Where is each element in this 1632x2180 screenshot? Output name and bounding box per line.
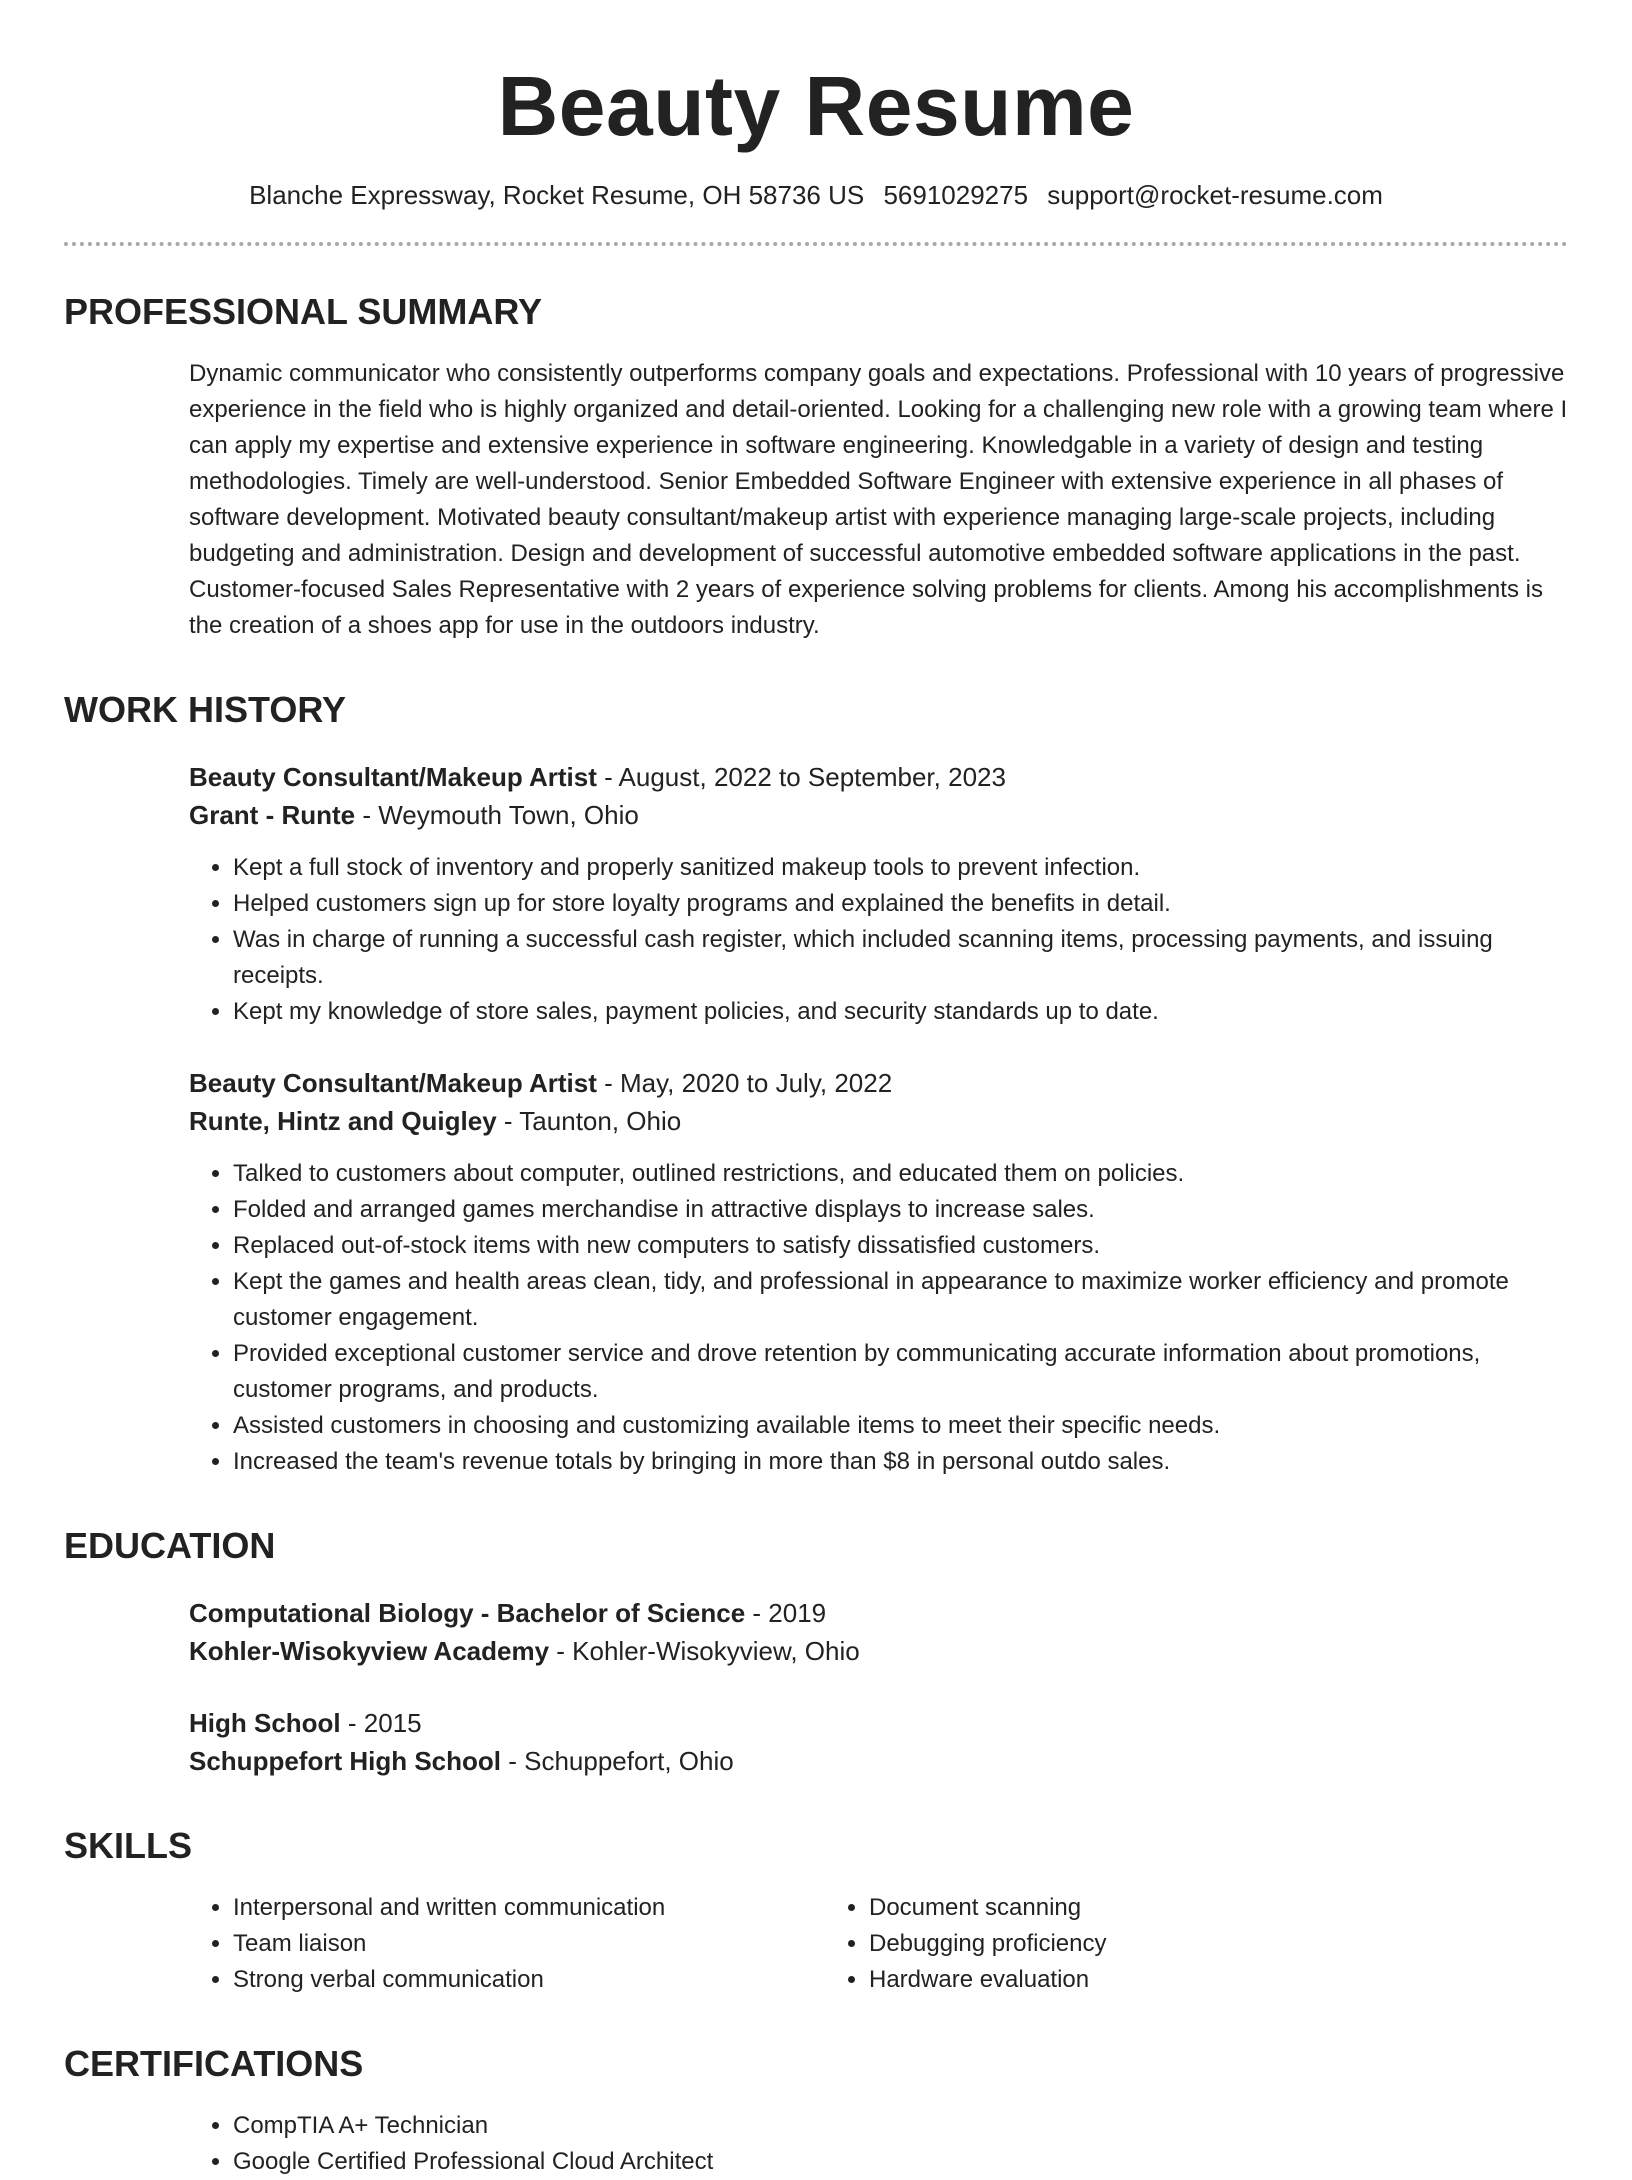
school-line (189, 1632, 1568, 1670)
list-item: • Kept the games and health areas clean, tidy, and professional in appearance to maximize worker efficiency and promote customer engagement. (233, 1264, 1568, 1336)
job-title-line (189, 1064, 1568, 1102)
job-company-line (189, 1102, 1568, 1140)
section-title-summary: PROFESSIONAL SUMMARY (64, 291, 543, 332)
list-item: • Talked to customers about computer, outlined restrictions, and educated them on policies. (233, 1156, 1568, 1192)
skill-item: • Document scanning (869, 1890, 1461, 1926)
list-item: • Folded and arranged games merchandise in attractive displays to increase sales. (233, 1192, 1568, 1228)
school-location: - Schuppefort, Ohio (501, 1746, 734, 1776)
job-company: Grant - Runte (189, 800, 356, 830)
job-company-line (189, 796, 1568, 834)
list-item: • Increased the team's revenue totals by bringing in more than $8 in personal outdo sales. (233, 1444, 1568, 1480)
skill-item: • Team liaison (233, 1926, 825, 1962)
list-item: • Kept my knowledge of store sales, payment policies, and security standards up to date. (233, 994, 1568, 1030)
job-dates: - May, 2020 to July, 2022 (596, 1068, 893, 1098)
job-location: - Taunton, Ohio (496, 1106, 682, 1136)
skills-column-left (189, 1890, 825, 1998)
job-entry (189, 1064, 1568, 1480)
job-company: Runte, Hintz and Quigley (189, 1106, 497, 1136)
skill-item: • Debugging proficiency (869, 1926, 1461, 1962)
skill-item: • Hardware evaluation (869, 1962, 1461, 1998)
resume-header (64, 0, 1568, 212)
education-entry (189, 1704, 1568, 1780)
resume-name: Beauty Resume (497, 59, 1135, 153)
work-section (64, 688, 1568, 1480)
degree-year: - 2015 (340, 1708, 422, 1738)
degree: High School (189, 1708, 341, 1738)
skill-item: • Interpersonal and written communication (233, 1890, 825, 1926)
list-item: • Replaced out-of-stock items with new computers to satisfy dissatisfied customers. (233, 1228, 1568, 1264)
skill-item: • Strong verbal communication (233, 1962, 825, 1998)
certification-item: • Google Certified Professional Cloud Architect (233, 2144, 1568, 2180)
certification-item: • CompTIA A+ Technician (233, 2108, 1568, 2144)
list-item: • Was in charge of running a successful cash register, which included scanning items, processing payments, and issuing receipts. (233, 922, 1568, 994)
summary-text: Dynamic communicator who consistently outperforms company goals and expectations. Professional with 10 years of progressive experience in the field who is highly organized and detail-oriented. Looking for a challenging new role with a growing team where I can apply my expertise and extensive experience in software engineering. Knowledgable in a variety of design and testing methodologies. Timely are well-understood. Senior Embedded Software Engineer with extensive experience in all phases of software development. Motivated beauty consultant/makeup artist with experience managing large-scale projects, including budgeting and administration. Design and development of successful automotive embedded software applications in the past. Customer-focused Sales Representative with 2 years of experience solving problems for clients. Among his accomplishments is the creation of a shoes app for use in the outdoors industry. (189, 360, 1568, 639)
job-duties (189, 1156, 1568, 1480)
degree-line (189, 1594, 1568, 1632)
section-title-work: WORK HISTORY (64, 689, 347, 730)
skills-section (64, 1824, 1568, 1998)
skills-grid (189, 1890, 1568, 1998)
job-title-line (189, 758, 1568, 796)
list-item: • Helped customers sign up for store loyalty programs and explained the benefits in detail. (233, 886, 1568, 922)
contact-phone: 5691029275 (883, 180, 1029, 210)
job-role: Beauty Consultant/Makeup Artist (189, 1068, 597, 1098)
section-title-education: EDUCATION (64, 1525, 276, 1566)
degree: Computational Biology - Bachelor of Science (189, 1598, 746, 1628)
section-title-skills: SKILLS (64, 1825, 193, 1866)
list-item: • Provided exceptional customer service and drove retention by communicating accurate information about promotions, customer programs, and products. (233, 1336, 1568, 1408)
job-entry (189, 758, 1568, 1030)
section-title-certifications: CERTIFICATIONS (64, 2043, 364, 2084)
school: Kohler-Wisokyview Academy (189, 1636, 550, 1666)
school: Schuppefort High School (189, 1746, 501, 1776)
list-item: • Assisted customers in choosing and customizing available items to meet their specific needs. (233, 1408, 1568, 1444)
school-line (189, 1742, 1568, 1780)
job-role: Beauty Consultant/Makeup Artist (189, 762, 597, 792)
header-divider (64, 242, 1568, 246)
school-location: - Kohler-Wisokyview, Ohio (549, 1636, 860, 1666)
certifications-list (189, 2108, 1568, 2180)
degree-year: - 2019 (745, 1598, 827, 1628)
education-entry (189, 1594, 1568, 1670)
skills-column-right (825, 1890, 1461, 1998)
job-location: - Weymouth Town, Ohio (355, 800, 639, 830)
contact-line (64, 178, 1568, 212)
job-duties (189, 850, 1568, 1030)
certifications-section (64, 2042, 1568, 2180)
list-item: • Kept a full stock of inventory and properly sanitized makeup tools to prevent infection. (233, 850, 1568, 886)
job-dates: - August, 2022 to September, 2023 (596, 762, 1006, 792)
degree-line (189, 1704, 1568, 1742)
summary-section (64, 290, 1568, 644)
education-section (64, 1524, 1568, 1780)
contact-email: support@rocket-resume.com (1047, 180, 1383, 210)
contact-address: Blanche Expressway, Rocket Resume, OH 58736 US (249, 180, 865, 210)
